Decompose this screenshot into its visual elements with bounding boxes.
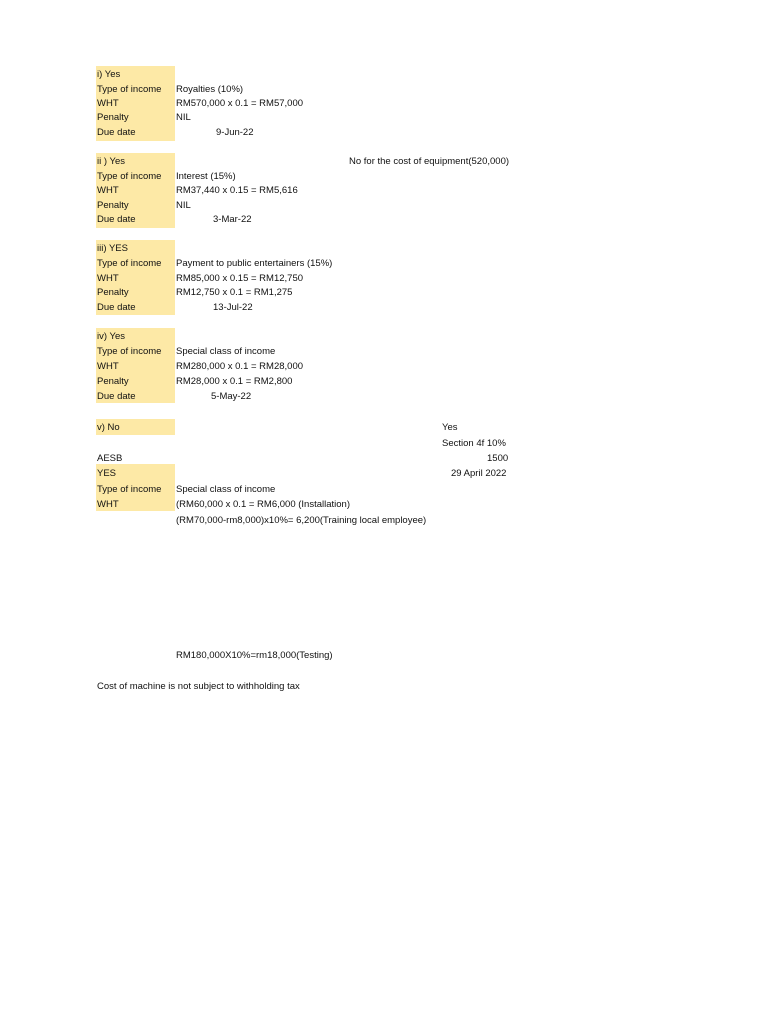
wht-label: WHT [97, 361, 119, 372]
section-2-heading: ii ) Yes [97, 156, 125, 167]
type-of-income-label: Type of income [97, 484, 162, 495]
wht-value: RM37,440 x 0.15 = RM5,616 [176, 185, 298, 196]
penalty-value: RM28,000 x 0.1 = RM2,800 [176, 376, 293, 387]
penalty-value: NIL [176, 200, 191, 211]
due-date-value: 3-Mar-22 [213, 214, 252, 225]
penalty-value: RM12,750 x 0.1 = RM1,275 [176, 287, 293, 298]
section-4-heading: iv) Yes [97, 331, 125, 342]
section-1-heading: i) Yes [97, 69, 121, 80]
wht-value: RM570,000 x 0.1 = RM57,000 [176, 98, 304, 109]
wht-label: WHT [97, 273, 119, 284]
penalty-value: NIL [176, 112, 191, 123]
due-date-value: 9-Jun-22 [216, 127, 254, 138]
type-of-income-value: Special class of income [176, 484, 276, 495]
testing-calculation: RM180,000X10%=rm18,000(Testing) [176, 650, 333, 661]
aesb-label: AESB [97, 453, 123, 464]
due-date-label: Due date [97, 214, 136, 225]
type-of-income-label: Type of income [97, 258, 162, 269]
wht-label: WHT [97, 185, 119, 196]
section-3-heading: iii) YES [97, 243, 128, 254]
side-date: 29 April 2022 [451, 468, 507, 479]
penalty-label: Penalty [97, 287, 129, 298]
wht-label: WHT [97, 499, 119, 510]
due-date-label: Due date [97, 127, 136, 138]
due-date-value: 13-Jul-22 [213, 302, 253, 313]
type-of-income-label: Type of income [97, 84, 162, 95]
wht-value-installation: (RM60,000 x 0.1 = RM6,000 (Installation) [176, 499, 350, 510]
wht-label: WHT [97, 98, 119, 109]
due-date-label: Due date [97, 302, 136, 313]
penalty-label: Penalty [97, 200, 129, 211]
side-yes: Yes [442, 422, 458, 433]
side-amount: 1500 [487, 453, 509, 464]
footer-note: Cost of machine is not subject to withholding tax [97, 681, 300, 692]
due-date-label: Due date [97, 391, 136, 402]
type-of-income-value: Special class of income [176, 346, 276, 357]
penalty-label: Penalty [97, 376, 129, 387]
type-of-income-label: Type of income [97, 171, 162, 182]
due-date-value: 5-May-22 [211, 391, 252, 402]
penalty-label: Penalty [97, 112, 129, 123]
yes-label: YES [97, 468, 117, 479]
side-section: Section 4f 10% [442, 438, 506, 449]
wht-value: RM280,000 x 0.1 = RM28,000 [176, 361, 304, 372]
section-5-heading: v) No [97, 422, 120, 433]
type-of-income-label: Type of income [97, 346, 162, 357]
type-of-income-value: Royalties (10%) [176, 84, 244, 95]
type-of-income-value: Payment to public entertainers (15%) [176, 258, 333, 269]
wht-value: RM85,000 x 0.15 = RM12,750 [176, 273, 304, 284]
equipment-note: No for the cost of equipment(520,000) [349, 156, 510, 167]
type-of-income-value: Interest (15%) [176, 171, 236, 182]
wht-value-training: (RM70,000-rm8,000)x10%= 6,200(Training local employee) [176, 515, 427, 526]
